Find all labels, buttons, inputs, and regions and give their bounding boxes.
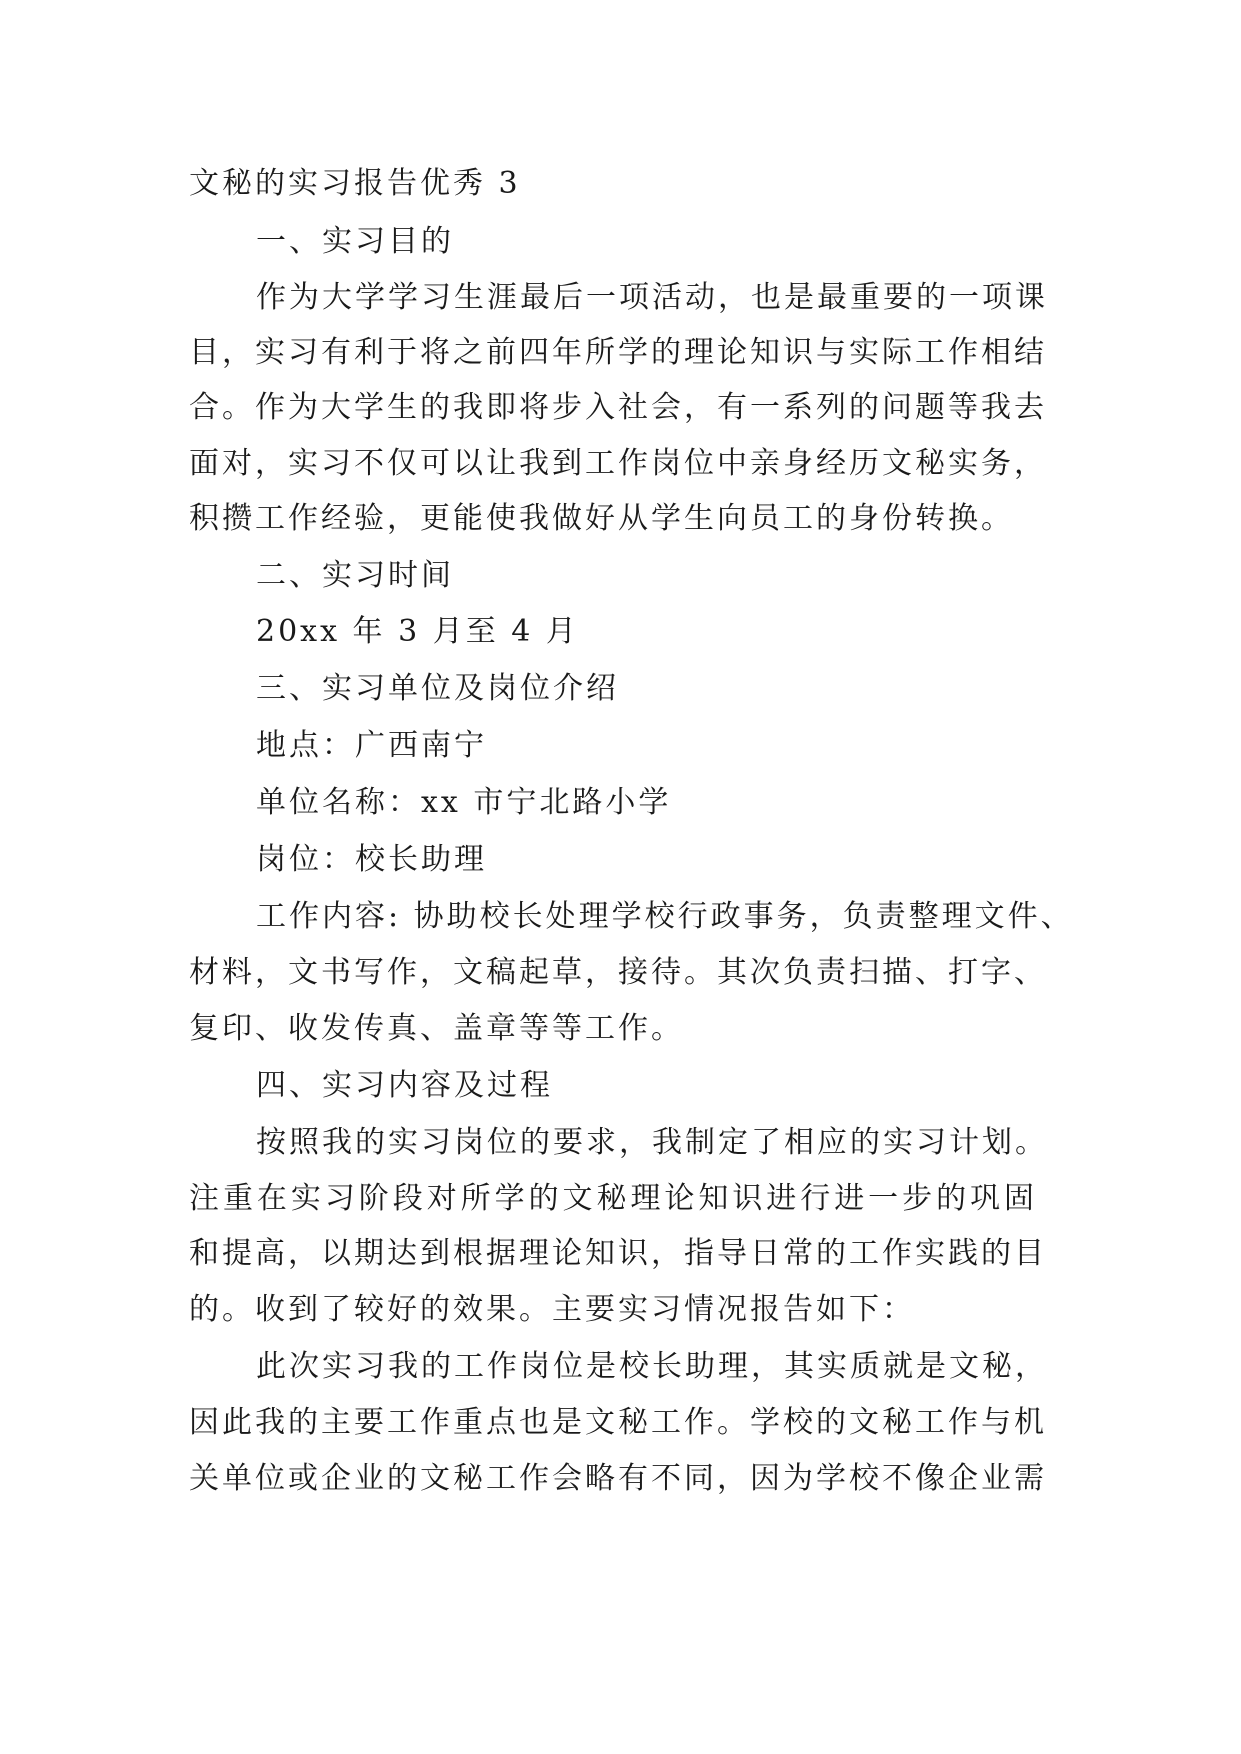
section-heading-unit: 三、实习单位及岗位介绍	[256, 671, 619, 706]
location-line: 地点：广西南宁	[256, 728, 487, 763]
section-heading-purpose: 一、实习目的	[256, 224, 454, 259]
internship-period: 20xx 年 3 月至 4 月	[256, 614, 579, 649]
document-title: 文秘的实习报告优秀 3	[189, 166, 521, 201]
paragraph-line: 此次实习我的工作岗位是校长助理，其实质就是文秘，	[256, 1349, 1048, 1384]
paragraph-line: 因此我的主要工作重点也是文秘工作。学校的文秘工作与机	[189, 1405, 1047, 1440]
unit-name-line: 单位名称：xx 市宁北路小学	[256, 785, 672, 820]
paragraph-line: 复印、收发传真、盖章等等工作。	[189, 1011, 684, 1046]
paragraph-line: 和提高，以期达到根据理论知识，指导日常的工作实践的目	[189, 1236, 1047, 1271]
position-line: 岗位：校长助理	[256, 842, 487, 877]
paragraph-line: 工作内容: 协助校长处理学校行政事务，负责整理文件、	[256, 899, 1074, 934]
paragraph-line: 合。作为大学生的我即将步入社会，有一系列的问题等我去	[189, 390, 1047, 425]
paragraph-line: 材料，文书写作，文稿起草，接待。其次负责扫描、打字、	[189, 955, 1047, 990]
section-heading-time: 二、实习时间	[256, 558, 454, 593]
section-heading-process: 四、实习内容及过程	[256, 1068, 553, 1103]
paragraph-line: 的。收到了较好的效果。主要实习情况报告如下：	[189, 1292, 915, 1327]
paragraph-line: 积攒工作经验，更能使我做好从学生向员工的身份转换。	[189, 501, 1014, 536]
paragraph-line: 关单位或企业的文秘工作会略有不同，因为学校不像企业需	[189, 1461, 1047, 1496]
paragraph-line: 面对，实习不仅可以让我到工作岗位中亲身经历文秘实务，	[189, 446, 1047, 481]
paragraph-line: 目，实习有利于将之前四年所学的理论知识与实际工作相结	[189, 335, 1047, 370]
paragraph-line: 注重在实习阶段对所学的文秘理论知识进行进一步的巩固	[189, 1181, 1037, 1216]
paragraph-line: 按照我的实习岗位的要求，我制定了相应的实习计划。	[256, 1125, 1048, 1160]
paragraph-line: 作为大学学习生涯最后一项活动，也是最重要的一项课	[256, 280, 1048, 315]
